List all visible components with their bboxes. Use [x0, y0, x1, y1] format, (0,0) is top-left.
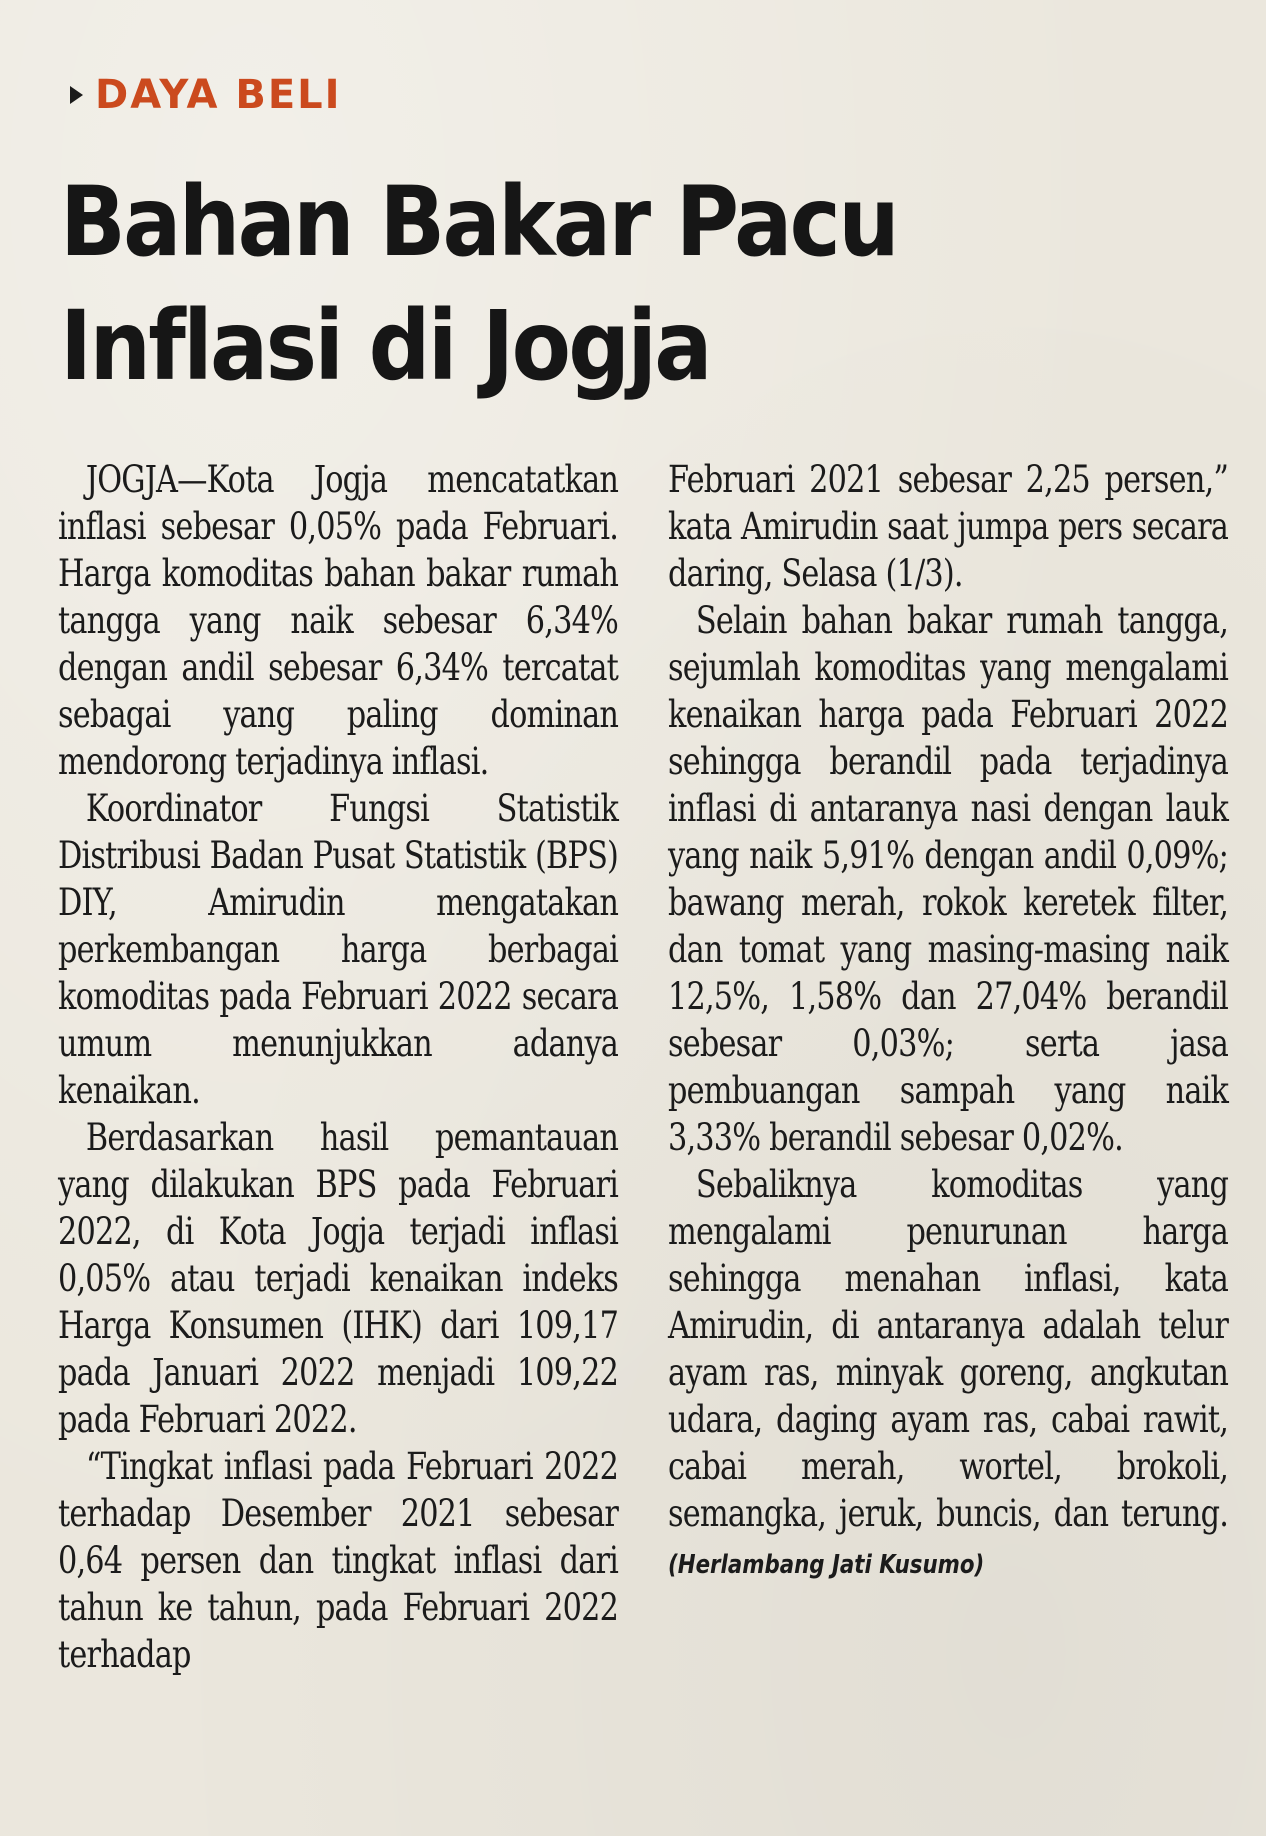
headline-line-2: Inflasi di Jogja: [60, 290, 710, 402]
paragraph: Berdasarkan hasil pemantauan yang dilakukan BPS pada Februari 2022, di Kota Jogja terjadi inflasi 0,05% atau terjadi kenaikan indeks Harga Konsumen (IHK) dari 109,17 pada Januari 2022 menjadi 109,22 pada Februari 2022.: [58, 1116, 619, 1441]
byline: (Herlambang Jati Kusumo): [668, 1550, 985, 1580]
headline-line-1: Bahan Bakar Pacu: [60, 166, 897, 278]
article-column-right: [668, 456, 1228, 1589]
paragraph-text: Sebaliknya komoditas yang mengalami penurunan harga sehingga menahan inflasi, kata Amirudin, di antaranya adalah telur ayam ras, minyak goreng, angkutan udara, daging ayam ras, cabai rawit, cabai merah, wortel, brokoli, semangka, jeruk, buncis, dan terung.: [668, 1163, 1229, 1535]
article-column-left: [58, 456, 618, 1678]
paragraph-with-byline: [668, 1161, 1228, 1589]
paragraph: JOGJA—Kota Jogja mencatatkan inflasi sebesar 0,05% pada Februari. Harga komoditas bahan bakar rumah tangga yang naik sebesar 6,34% dengan andil sebesar 6,34% tercatat sebagai yang paling dominan mendorong terjadinya inflasi.: [58, 458, 619, 783]
article-body: [58, 456, 1229, 1786]
paragraph: “Tingkat inflasi pada Februari 2022 terhadap Desember 2021 sebesar 0,64 persen dan tingkat inflasi dari tahun ke tahun, pada Februari 2022 terhadap: [58, 1445, 619, 1676]
chevron-right-icon: [70, 86, 83, 104]
headline: [60, 160, 1050, 408]
paragraph: Koordinator Fungsi Statistik Distribusi Badan Pusat Statistik (BPS) DIY, Amirudin mengatakan perkembangan harga berbagai komoditas pada Februari 2022 secara umum menunjukkan adanya kenaikan.: [58, 787, 619, 1112]
kicker-label: DAYA BELI: [95, 72, 342, 118]
section-kicker: [70, 70, 342, 120]
paragraph: Selain bahan bakar rumah tangga, sejumlah komoditas yang mengalami kenaikan harga pada Februari 2022 sehingga berandil pada terjadinya inflasi di antaranya nasi dengan lauk yang naik 5,91% dengan andil 0,09%; bawang merah, rokok keretek filter, dan tomat yang masing-masing naik 12,5%, 1,58% dan 27,04% berandil sebesar 0,03%; serta jasa pembuangan sampah yang naik 3,33% berandil sebesar 0,02%.: [668, 599, 1229, 1159]
paragraph: Februari 2021 sebesar 2,25 persen,” kata Amirudin saat jumpa pers secara daring, Selasa (1/3).: [668, 458, 1229, 595]
